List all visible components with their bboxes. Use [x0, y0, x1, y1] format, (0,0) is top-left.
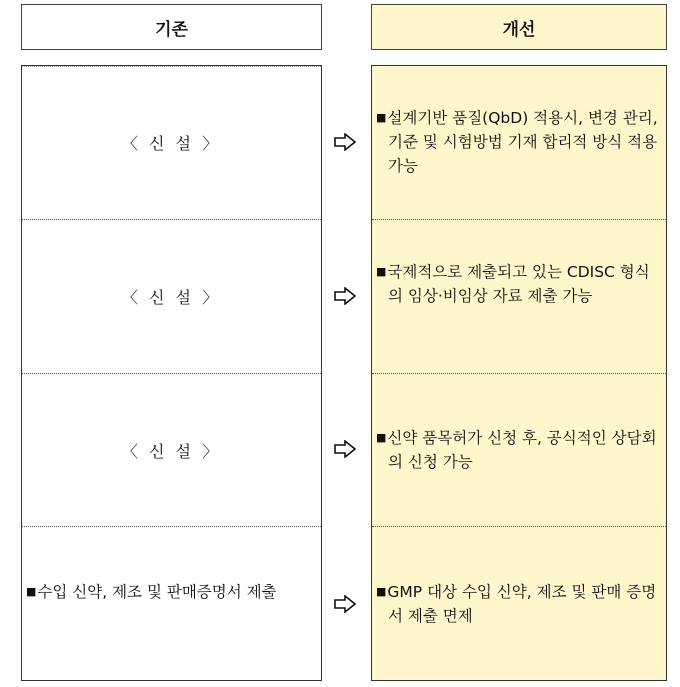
hollow-right-arrow-icon: [334, 133, 356, 151]
header-improved: [371, 4, 667, 50]
improved-row-4-text: GMP 대상 수입 신약, 제조 및 판매 증명서 제출 면제: [387, 583, 657, 625]
existing-row-3: [22, 374, 321, 526]
existing-row-4-item: [26, 580, 317, 604]
improved-row-2-item: [376, 260, 662, 308]
improved-row-2: [372, 220, 666, 373]
improved-row-1-text: 설계기반 품질(QbD) 적용시, 변경 관리, 기준 및 시험방법 기재 합리적 방식 적용 가능: [387, 109, 663, 175]
improved-row-1: [372, 66, 666, 219]
improved-row-3-text: 신약 품목허가 신청 후, 공식적인 상담회의 신청 가능: [387, 429, 657, 471]
bullet-icon: ■: [376, 431, 387, 444]
bullet-icon: ■: [376, 585, 387, 598]
existing-row-3-text: 〈 신 설 〉: [121, 441, 222, 461]
hollow-right-arrow-icon: [334, 440, 356, 458]
header-existing: [21, 4, 322, 50]
improved-row-3: [372, 374, 666, 526]
hollow-right-arrow-icon: [334, 287, 356, 305]
existing-row-1: [22, 66, 321, 219]
improved-row-2-text: 국제적으로 제출되고 있는 CDISC 형식의 임상·비임상 자료 제출 가능: [387, 263, 650, 305]
hollow-right-arrow-icon: [334, 595, 356, 613]
improved-row-1-item: [376, 106, 662, 178]
improved-row-3-item: [376, 426, 662, 474]
existing-row-2-text: 〈 신 설 〉: [121, 288, 222, 307]
improved-row-4-item: [376, 580, 662, 628]
bullet-icon: ■: [376, 111, 387, 124]
improved-row-4: [372, 527, 666, 680]
existing-row-4-text: 수입 신약, 제조 및 판매증명서 제출: [37, 583, 277, 601]
bullet-icon: ■: [376, 265, 387, 278]
header-improved-label: 개선: [502, 19, 536, 40]
existing-row-1-text: 〈 신 설 〉: [121, 134, 222, 153]
existing-row-2: [22, 220, 321, 373]
header-existing-label: 기존: [155, 19, 188, 40]
bullet-icon: ■: [26, 585, 37, 598]
existing-column: [21, 65, 322, 681]
existing-row-4: [22, 527, 321, 680]
improved-column: [371, 65, 667, 681]
